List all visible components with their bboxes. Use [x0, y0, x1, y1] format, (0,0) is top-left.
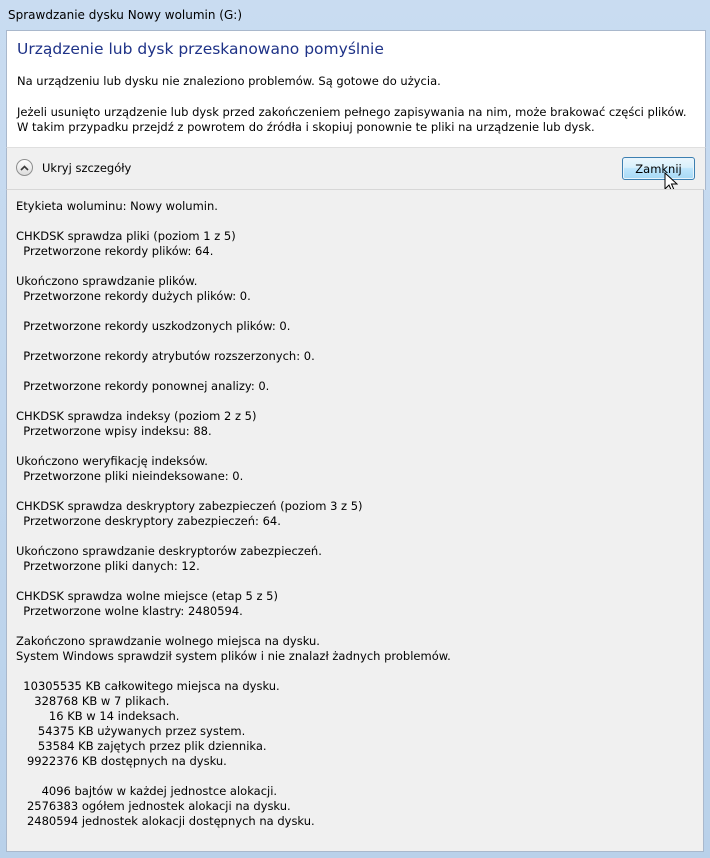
chkdsk-log-text: Etykieta woluminu: Nowy wolumin. CHKDSK sprawdza pliki (poziom 1 z 5) Przetworzone rekordy plików: 64. Ukończono sprawdzanie plików. Przetworzone rekordy dużych plików: 0. Przetworzone rekordy uszkodzonych plików: 0. Przetworzone rekordy atrybutów rozszerzonych: 0. Przetworzone rekordy ponownej analizy: 0. CHKDSK sprawdza indeksy (poziom 2 z 5) Przetworzone wpisy indeksu: 88. Ukończono weryfikację indeksów. Przetworzone pliki nieindeksowane: 0. CHKDSK sprawdza deskryptory zabezpieczeń (poziom 3 z 5) Przetworzone deskryptory zabezpieczeń: 64. Ukończono sprawdzanie deskryptorów zabezpieczeń. Przetworzone pliki danych: 12. CHKDSK sprawdza wolne miejsce (etap 5 z 5) Przetworzone wolne klastry: 2480594. Zakończono sprawdzanie wolnego miejsca na dysku. System Windows sprawdził system plików i nie znalazł żadnych problemów. 10305535 KB całkowitego miejsca na dysku. 328768 KB w 7 plikach. 16 KB w 14 indeksach. 54375 KB używanych przez system. 53584 KB zajętych przez plik dziennika. 9922376 KB dostępnych na dysku. 4096 bajtów w każdej jednostce alokacji. 2576383 ogółem jednostek alokacji na dysku. 2480594 jednostek alokacji dostępnych na dysku.	[16, 199, 451, 828]
summary-panel	[6, 30, 706, 148]
hide-details-label[interactable]: Ukryj szczegóły	[42, 160, 132, 175]
command-bar	[6, 147, 706, 190]
chevron-up-icon[interactable]	[16, 159, 33, 176]
window-title: Sprawdzanie dysku Nowy wolumin (G:)	[8, 8, 243, 22]
close-button[interactable]: Zamknij	[622, 157, 695, 180]
details-log-panel[interactable]	[6, 189, 704, 852]
hide-details-toggle[interactable]	[16, 159, 131, 176]
title-bar[interactable]	[0, 0, 710, 30]
result-headline: Urządzenie lub dysk przeskanowano pomyślnie	[17, 40, 384, 58]
removal-warning-message: Jeżeli usunięto urządzenie lub dysk przed zakończeniem pełnego zapisywania na nim, może brakować części plików. W takim przypadku przejdź z powrotem do źródła i skopiuj ponownie te pliki na urządzenie lub dysk.	[17, 105, 687, 134]
result-message: Na urządzeniu lub dysku nie znaleziono problemów. Są gotowe do użycia.	[17, 74, 441, 88]
